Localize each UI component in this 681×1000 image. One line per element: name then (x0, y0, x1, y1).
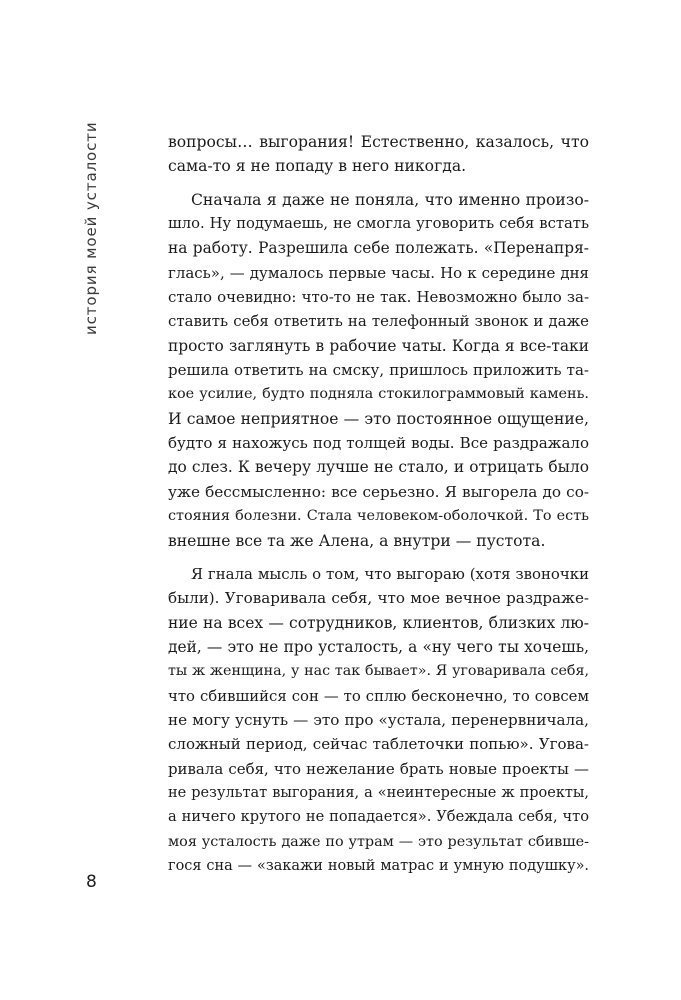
text-line: не результат выгорания, а «неинтересные ж проекты, (168, 784, 589, 801)
paragraph-gap (168, 553, 589, 562)
text-line: вопросы… выгорания! Естественно, казалось, что (168, 133, 589, 151)
text-line: Сначала я даже не поняла, что именно произо- (191, 190, 589, 209)
text-line: просто заглянуть в рабочие чаты. Когда я все-таки (168, 336, 589, 355)
running-head (82, 121, 108, 335)
paragraph (168, 188, 589, 553)
text-line: стало очевидно: что-то не так. Невозможно было за- (168, 288, 589, 307)
text-line: до слез. К вечеру лучше не стало, и отрицать было (168, 458, 589, 477)
text-line: И самое неприятное — это постоянное ощущение, (168, 409, 589, 428)
paragraph (168, 130, 589, 179)
text-line: внешне все та же Алена, а внутри — пустота. (168, 531, 546, 550)
text-line: на работу. Разрешила себе полежать. «Перенапря- (168, 239, 589, 258)
running-head-text: история моей усталости (82, 121, 100, 335)
text-line: будто я нахожусь под толщей воды. Все раздражало (168, 434, 589, 453)
text-line: ставить себя ответить на телефонный звонок и даже (168, 312, 589, 331)
page-number: 8 (86, 872, 97, 892)
text-line: моя усталость даже по утрам — это результат сбивше- (168, 833, 589, 850)
text-line: гося сна — «закажи новый матрас и умную подушку». (168, 857, 589, 874)
text-line: сложный период, сейчас таблеточки попью». Угова- (168, 735, 589, 754)
text-line: глась», — думалось первые часы. Но к середине дня (168, 263, 589, 282)
text-line: шло. Ну подумаешь, не смогла уговорить себя встать (168, 215, 589, 233)
paragraph-gap (168, 179, 589, 188)
body-text (168, 130, 589, 878)
text-line: дей, — это не про усталость, а «ну чего ты хочешь, (168, 637, 589, 656)
text-line: ние на всех — сотрудников, клиентов, близких лю- (168, 613, 589, 632)
text-line: уже бессмысленно: все серьезно. Я выгорела до со- (168, 482, 589, 501)
text-line: Я гнала мысль о том, что выгораю (хотя звоночки (191, 564, 589, 583)
text-line: стояния болезни. Стала человеком-оболочкой. То есть (168, 508, 589, 525)
text-line: что сбившийся сон — то сплю бесконечно, то совсем (168, 686, 589, 705)
text-line: сама-то я не попаду в него никогда. (168, 157, 467, 176)
paragraph (168, 562, 589, 878)
text-line: не могу уснуть — это про «устала, перенервничала, (168, 710, 589, 729)
text-line: а ничего крутого не попадается». Убеждала себя, что (168, 808, 589, 826)
text-line: были). Уговаривала себя, что мое вечное раздраже- (168, 589, 589, 608)
text-line: ты ж женщина, у нас так бывает». Я уговаривала себя, (168, 663, 589, 680)
text-line: ривала себя, что нежелание брать новые проекты — (168, 759, 589, 778)
text-line: кое усилие, будто подняла стокилограммовый камень. (168, 386, 589, 403)
text-line: решила ответить на смску, пришлось приложить та- (168, 361, 589, 380)
